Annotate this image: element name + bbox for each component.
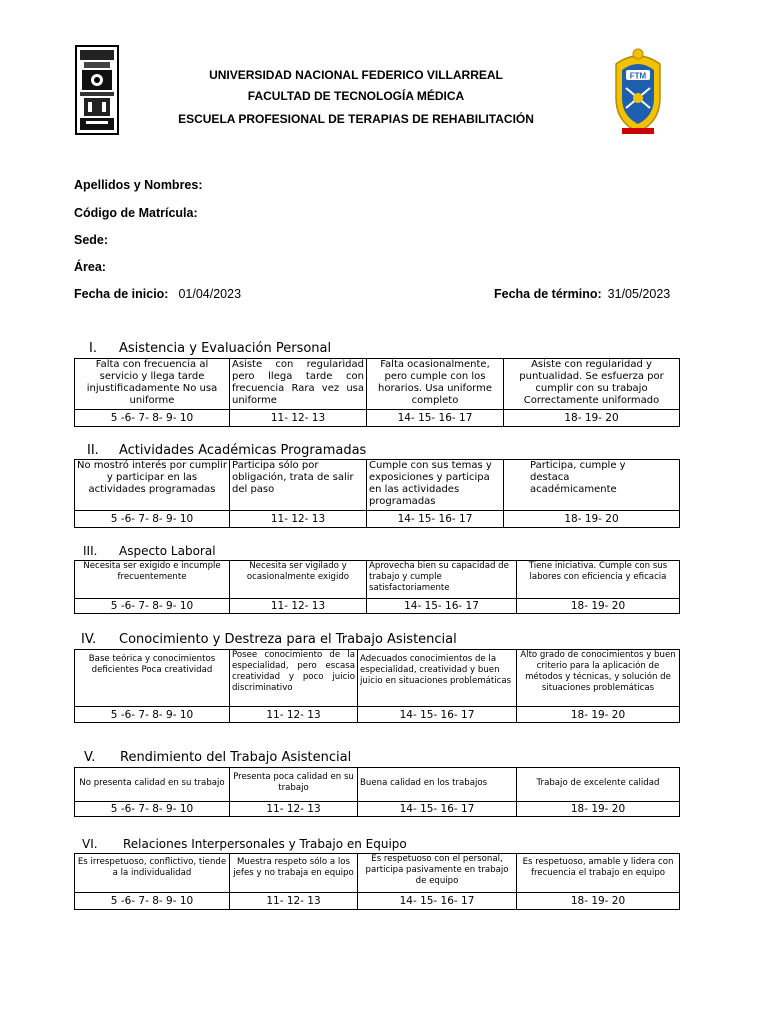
criterion-cell: Base teórica y conocimientos deficientes Poca creatividad bbox=[75, 650, 230, 707]
criterion-cell: No presenta calidad en su trabajo bbox=[75, 768, 230, 802]
score-range: 14- 15- 16- 17 bbox=[358, 893, 517, 910]
criterion-cell: Asiste con regularidad pero llega tarde con frecuencia Rara vez usa uniforme bbox=[230, 359, 367, 410]
criterion-cell: Muestra respeto sólo a los jefes y no trabaja en equipo bbox=[230, 854, 358, 893]
start-date bbox=[74, 287, 241, 301]
section-title bbox=[81, 632, 457, 647]
criterion-cell: Tiene iniciativa. Cumple con sus labores con eficiencia y eficacia bbox=[517, 561, 680, 599]
score-range: 18- 19- 20 bbox=[504, 511, 680, 528]
area-label: Área: bbox=[74, 260, 106, 274]
start-date-value: 01/04/2023 bbox=[178, 287, 242, 301]
score-range: 18- 19- 20 bbox=[517, 707, 680, 723]
section-name: Aspecto Laboral bbox=[119, 544, 216, 558]
score-range: 5 -6- 7- 8- 9- 10 bbox=[75, 893, 230, 910]
section-number: III. bbox=[83, 544, 98, 558]
score-range: 11- 12- 13 bbox=[230, 511, 367, 528]
score-range: 5 -6- 7- 8- 9- 10 bbox=[75, 410, 230, 427]
end-date-label: Fecha de término: bbox=[494, 287, 602, 301]
rubric-table bbox=[74, 358, 680, 427]
faculty-logo bbox=[608, 44, 668, 136]
criterion-cell: Es respetuoso, amable y lidera con frecuencia el trabajo en equipo bbox=[517, 854, 680, 893]
section-number: VI. bbox=[82, 837, 98, 851]
score-range: 18- 19- 20 bbox=[517, 802, 680, 817]
score-range: 18- 19- 20 bbox=[517, 893, 680, 910]
section-number: V. bbox=[84, 750, 96, 765]
university-logo bbox=[74, 44, 120, 136]
criterion-cell: Falta con frecuencia al servicio y llega tarde injustificadamente No usa uniforme bbox=[75, 359, 230, 410]
criterion-cell: Presenta poca calidad en su trabajo bbox=[230, 768, 358, 802]
score-range: 5 -6- 7- 8- 9- 10 bbox=[75, 511, 230, 528]
section-title bbox=[87, 443, 366, 458]
criterion-cell: Alto grado de conocimientos y buen criterio para la aplicación de métodos y técnicas, y solución de situaciones problemáticas bbox=[517, 650, 680, 707]
score-range: 14- 15- 16- 17 bbox=[367, 599, 517, 614]
criterion-cell: Participa sólo por obligación, trata de salir del paso bbox=[230, 460, 367, 511]
score-range: 18- 19- 20 bbox=[504, 410, 680, 427]
criterion-cell: Buena calidad en los trabajos bbox=[358, 768, 517, 802]
score-range: 11- 12- 13 bbox=[230, 802, 358, 817]
criterion-cell: Trabajo de excelente calidad bbox=[517, 768, 680, 802]
criterion-cell: Cumple con sus temas y exposiciones y participa en las actividades programadas bbox=[367, 460, 504, 511]
section-number: IV. bbox=[81, 632, 97, 647]
criterion-cell: Necesita ser exigido e incumple frecuentemente bbox=[75, 561, 230, 599]
rubric-table bbox=[74, 853, 680, 910]
rubric-table bbox=[74, 767, 680, 817]
score-range: 14- 15- 16- 17 bbox=[367, 511, 504, 528]
score-range: 11- 12- 13 bbox=[230, 893, 358, 910]
section-number: II. bbox=[87, 443, 99, 458]
section-title bbox=[89, 341, 331, 356]
score-range: 11- 12- 13 bbox=[230, 707, 358, 723]
rubric-table bbox=[74, 649, 680, 723]
code-label: Código de Matrícula: bbox=[74, 206, 198, 220]
university-name: UNIVERSIDAD NACIONAL FEDERICO VILLARREAL bbox=[209, 68, 503, 82]
sede-label: Sede: bbox=[74, 233, 109, 247]
criterion-cell: Participa, cumple y destaca académicamente bbox=[504, 460, 680, 511]
section-number: I. bbox=[89, 341, 97, 356]
start-date-label: Fecha de inicio: bbox=[74, 287, 169, 301]
end-date bbox=[494, 287, 670, 301]
end-date-value: 31/05/2023 bbox=[607, 287, 671, 301]
section-name: Conocimiento y Destreza para el Trabajo Asistencial bbox=[119, 632, 457, 647]
criterion-cell: Necesita ser vigilado y ocasionalmente exigido bbox=[230, 561, 367, 599]
section-name: Asistencia y Evaluación Personal bbox=[119, 341, 332, 356]
score-range: 18- 19- 20 bbox=[517, 599, 680, 614]
criterion-cell: Aprovecha bien su capacidad de trabajo y cumple satisfactoriamente bbox=[367, 561, 517, 599]
score-range: 11- 12- 13 bbox=[230, 410, 367, 427]
criterion-cell: Adecuados conocimientos de la especialidad, creatividad y buen juicio en situaciones problemáticas bbox=[358, 650, 517, 707]
rubric-table bbox=[74, 459, 680, 528]
logo-text: FTM bbox=[629, 71, 647, 81]
names-label: Apellidos y Nombres: bbox=[74, 178, 203, 192]
criterion-cell: Falta ocasionalmente, pero cumple con los horarios. Usa uniforme completo bbox=[367, 359, 504, 410]
school-name: ESCUELA PROFESIONAL DE TERAPIAS DE REHABILITACIÓN bbox=[178, 112, 534, 126]
section-title bbox=[82, 837, 407, 851]
section-title bbox=[84, 750, 351, 765]
score-range: 11- 12- 13 bbox=[230, 599, 367, 614]
score-range: 5 -6- 7- 8- 9- 10 bbox=[75, 802, 230, 817]
section-name: Rendimiento del Trabajo Asistencial bbox=[120, 750, 352, 765]
criterion-cell: No mostró interés por cumplir y participar en las actividades programadas bbox=[75, 460, 230, 511]
faculty-name: FACULTAD DE TECNOLOGÍA MÉDICA bbox=[247, 89, 465, 103]
rubric-table bbox=[74, 560, 680, 614]
score-range: 14- 15- 16- 17 bbox=[358, 707, 517, 723]
score-range: 5 -6- 7- 8- 9- 10 bbox=[75, 599, 230, 614]
criterion-cell: Asiste con regularidad y puntualidad. Se esfuerza por cumplir con su trabajo Correctamente uniformado bbox=[504, 359, 680, 410]
score-range: 14- 15- 16- 17 bbox=[367, 410, 504, 427]
score-range: 14- 15- 16- 17 bbox=[358, 802, 517, 817]
score-range: 5 -6- 7- 8- 9- 10 bbox=[75, 707, 230, 723]
section-title bbox=[83, 544, 216, 558]
criterion-cell: Es irrespetuoso, conflictivo, tiende a la individualidad bbox=[75, 854, 230, 893]
section-name: Relaciones Interpersonales y Trabajo en Equipo bbox=[123, 837, 407, 851]
section-name: Actividades Académicas Programadas bbox=[119, 443, 367, 458]
criterion-cell: Es respetuoso con el personal, participa pasivamente en trabajo de equipo bbox=[358, 854, 517, 893]
criterion-cell: Posee conocimiento de la especialidad, pero escasa creatividad y poco juicio discriminativo bbox=[230, 650, 358, 707]
